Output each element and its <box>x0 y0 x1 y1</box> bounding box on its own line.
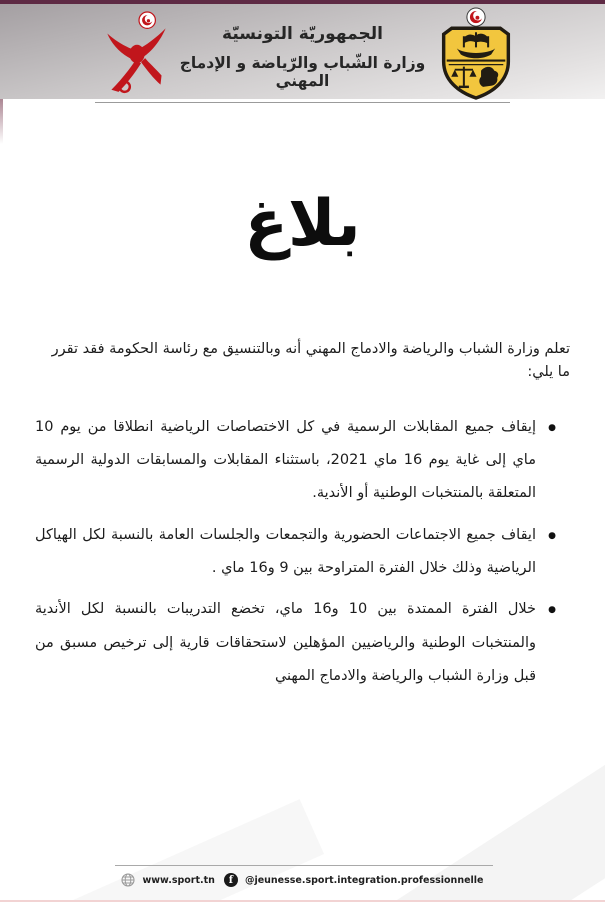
page-title: بلاغ <box>244 187 361 261</box>
facebook-icon: f <box>224 873 238 887</box>
footer-divider <box>115 865 493 866</box>
decisions-list <box>35 411 570 694</box>
document-footer <box>0 852 605 900</box>
globe-icon <box>121 873 135 887</box>
tunisia-coat-of-arms-icon <box>433 7 519 102</box>
footer-contact-row <box>0 873 605 887</box>
ministry-title: وزارة الشّباب والرّياضة و الإدماج المهني <box>179 54 426 90</box>
list-item: ● خلال الفترة الممتدة بين 10 و16 ماي، تخضع التدريبات بالنسبة لكل الأندية والمنتخبات الوطنية والرياضيين المؤهلين لاستحقاقات قارية إلى ترخيص مسبق من قبل وزارة الشباب والرياضة والادماج المهني <box>35 593 558 693</box>
header-divider <box>95 102 510 103</box>
document-header <box>0 4 605 99</box>
document-body <box>0 183 605 693</box>
republic-title: الجمهوريّة التونسيّة <box>222 24 383 44</box>
list-item: ● ايقاف جميع الاجتماعات الحضورية والتجمعات والجلسات العامة بالنسبة لكل الهياكل الرياضية وذلك خلال الفترة المتراوحة بين 9 و16 ماي . <box>35 519 558 586</box>
website-url: www.sport.tn <box>142 874 215 886</box>
facebook-handle: @jeunesse.sport.integration.professionnelle <box>244 874 484 886</box>
header-titles <box>165 24 440 90</box>
list-item: ● إيقاف جميع المقابلات الرسمية في كل الاختصاصات الرياضية انطلاقا من يوم 10 ماي إلى غاية يوم 16 ماي 2021، باستثناء المقابلات والمسابقات الدولية الرسمية المتعلقة بالمنتخبات الوطنية أو الأندية. <box>35 411 558 511</box>
intro-paragraph: تعلم وزارة الشباب والرياضة والادماج المهني أنه وبالتنسيق مع رئاسة الحكومة فقد تقرر ما يلي: <box>51 341 570 381</box>
